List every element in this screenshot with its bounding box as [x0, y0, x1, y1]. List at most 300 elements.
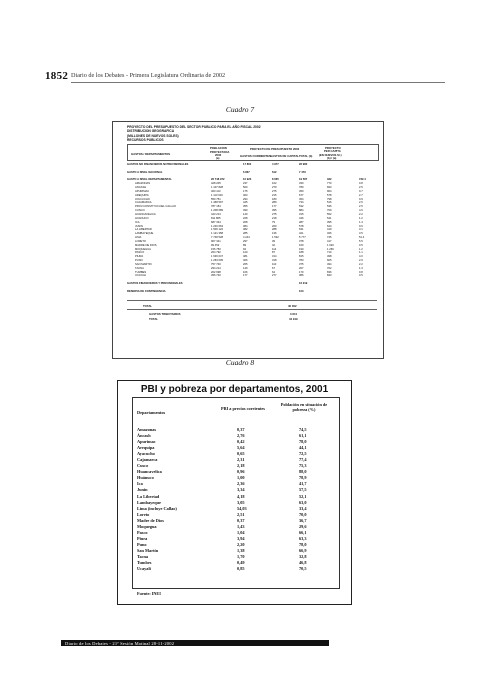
row-pbi: 2,51 — [237, 511, 245, 517]
row-poverty: 70,5 — [299, 566, 307, 572]
row-department: HUANCAVELICA — [135, 212, 156, 216]
row-population: 1 107 828 — [211, 186, 223, 190]
row-capital: 42 — [272, 243, 275, 247]
col-poblacion: POBLACION — [210, 146, 227, 150]
row-share: 5.5 — [359, 239, 363, 243]
row-department: Lambayeque — [137, 499, 161, 505]
row-pbi: 1,04 — [237, 529, 245, 535]
row-current: 208 — [243, 220, 248, 224]
row-total: 815 — [299, 255, 304, 259]
row-department: Arequipa — [137, 445, 155, 451]
row-percapita: 836 — [327, 270, 332, 274]
row-capital: 275 — [272, 189, 277, 193]
row-department: Cajamarca — [137, 457, 158, 463]
row-current: 445 — [243, 201, 248, 205]
row-pbi: 2,18 — [237, 463, 245, 469]
row-capital: 39 — [272, 239, 275, 243]
row-poverty: 66,9 — [299, 547, 307, 553]
row-total: 450 — [299, 189, 304, 193]
row-department: PUNO — [135, 259, 143, 263]
row-poverty: 61,1 — [299, 433, 307, 439]
row-population: 1 263 005 — [211, 259, 223, 263]
row-department: GASTO A NIVEL NACIONAL — [127, 170, 163, 174]
row-population: 264 792 — [211, 251, 221, 255]
row-share: 51.4 — [359, 236, 365, 240]
row-percapita: 1 020 — [327, 243, 334, 247]
row-current: 4 244 — [243, 236, 250, 240]
table-row — [133, 566, 339, 572]
row-total: 26 980 — [299, 163, 308, 166]
row-capital: 79 — [272, 220, 275, 224]
col-gastos: GASTOS / DEPARTAMENTOS — [131, 152, 171, 156]
row-pbi: 2,36 — [237, 481, 245, 487]
row-poverty: 63,0 — [299, 499, 307, 505]
row-department: MOQUEGUA — [135, 247, 151, 251]
row-department: Pasco — [137, 529, 148, 535]
row-department: Piura — [137, 535, 148, 541]
row-share: 2.6 — [359, 201, 363, 205]
row-population: 757 740 — [211, 262, 221, 266]
row-percapita: 541 — [327, 216, 332, 220]
row-percapita: 552 — [327, 212, 332, 216]
cuadro8-title: PBI y pobreza por departamentos, 2001 — [140, 384, 329, 395]
row-pbi: 54,03 — [237, 505, 247, 511]
row-percapita: 709 — [327, 209, 332, 213]
row-percapita: 693 — [327, 186, 332, 190]
row-population: 26 748 972 — [211, 178, 225, 182]
row-department: Loreto — [137, 511, 150, 517]
row-capital: 110 — [272, 262, 277, 266]
row-share: 2.5 — [359, 186, 363, 190]
row-total: 170 — [299, 270, 304, 274]
row-department: Madre de Dios — [137, 517, 164, 523]
row-capital: 260 — [272, 224, 277, 228]
row-capital: 612 — [272, 170, 277, 174]
row-total: 454 — [299, 197, 304, 201]
row-share: 0.8 — [359, 270, 363, 274]
cuadro7-heading-line: PROYECTO DEL PRESUPUESTO DEL SECTOR PUBLICO PARA EL AÑO FISCAL 2002 — [127, 125, 261, 129]
row-percapita: 498 — [327, 255, 332, 259]
cuadro7-heading-line: RECURSOS PUBLICOS — [127, 137, 164, 142]
row-percapita: 644 — [327, 224, 332, 228]
row-population: 1 636 047 — [211, 255, 223, 259]
row-current: 106 — [243, 270, 248, 274]
row-pbi: 0,37 — [237, 517, 245, 523]
row-department: LORETO — [135, 239, 147, 243]
row-percapita: 326 — [327, 232, 332, 236]
cuadro7-rows — [127, 163, 377, 294]
col-percapita: PROYECTO — [325, 145, 341, 150]
row-department: TUMBES — [135, 270, 147, 274]
row-total: 103 — [299, 289, 304, 293]
row-percapita: 417 — [327, 239, 332, 243]
footer-text: Diario de los Debates - 21ª Sesión Matinal 28-11-2002 — [65, 640, 175, 646]
row-share: 0.5 — [359, 243, 363, 247]
row-total: 780 — [299, 186, 304, 190]
row-percapita: 332 — [327, 178, 332, 182]
row-total: 378 — [299, 239, 304, 243]
row-pbi: 0,49 — [237, 560, 245, 566]
cuadro8-caption: Cuadro 8 — [225, 358, 255, 367]
col-capital: GASTOS DE CAPITAL — [270, 154, 300, 158]
row-current: 175 — [243, 189, 248, 193]
row-poverty: 29,6 — [299, 523, 307, 529]
page-number: 1852 — [45, 70, 69, 82]
row-capital: 275 — [272, 212, 277, 216]
row-population: 811 865 — [211, 216, 221, 220]
row-total: 287 — [299, 220, 304, 224]
row-total: 190 — [299, 247, 304, 251]
row-poverty: 52,1 — [299, 493, 307, 499]
cuadro8-source: Fuente: INEI — [137, 591, 161, 596]
row-pbi: 0,42 — [237, 439, 245, 445]
row-current: 6 867 — [243, 170, 250, 174]
row-share: 2.7 — [359, 193, 363, 197]
row-department: LA LIBERTAD — [135, 228, 152, 232]
row-poverty: 88,0 — [299, 469, 307, 475]
row-poverty: 36,7 — [299, 517, 307, 523]
row-capital: 1 532 — [272, 236, 279, 240]
row-capital: 279 — [272, 186, 277, 190]
row-pbi: 3,34 — [237, 487, 245, 493]
row-share: 1.3 — [359, 266, 363, 270]
row-pbi: 0,37 — [237, 427, 245, 432]
row-share: 3.5 — [359, 232, 363, 236]
row-population: 1 121 358 — [211, 232, 223, 236]
row-department: ANCASH — [135, 186, 147, 190]
row-current: 265 — [243, 262, 248, 266]
row-poverty: 44,1 — [299, 445, 307, 451]
row-department: UCAYALI — [135, 274, 147, 278]
col-percapita-2: PER CAPITA — [324, 149, 341, 153]
row-capital: 218 — [272, 216, 277, 220]
cuadro7-total-label: TOTAL — [143, 304, 153, 308]
row-department: CAJAMARCA — [135, 201, 152, 205]
col-poblacion-2: PROYECTADA — [210, 149, 230, 154]
row-department: Ucayali — [137, 566, 151, 572]
row-total: 375 — [299, 262, 304, 266]
row-pbi: 0,65 — [237, 451, 245, 457]
row-share: 2.9 — [359, 259, 363, 263]
row-percapita: 798 — [327, 197, 332, 201]
row-capital: 215 — [272, 193, 277, 197]
row-department: MADRE DE DIOS — [135, 243, 157, 247]
row-pbi: 0,96 — [237, 469, 245, 475]
row-share: 1.1 — [359, 251, 363, 255]
row-current: 355 — [243, 205, 248, 209]
row-total: 5 777 — [299, 236, 306, 240]
row-capital: 314 — [272, 255, 277, 259]
row-total: 188 — [299, 251, 304, 255]
col-departamentos: Departamentos — [137, 410, 166, 415]
row-department: Ayacucho — [137, 451, 155, 457]
cuadro7-tributarios-value: 3 641 — [290, 312, 297, 316]
row-poverty: 32,8 — [299, 553, 307, 559]
row-pbi: 4,18 — [237, 493, 245, 499]
row-share: 2.2 — [359, 262, 363, 266]
row-current: 89 — [243, 243, 246, 247]
row-current: 384 — [243, 224, 248, 228]
row-percapita: 1 266 — [327, 247, 334, 251]
row-department: GASTOS FINANCIEROS Y PREVISIONALES — [127, 282, 183, 286]
row-department: Puno — [137, 541, 147, 547]
row-share: 4.0 — [359, 209, 363, 213]
row-capital: 318 — [272, 259, 277, 263]
row-poverty: 78,9 — [299, 475, 307, 481]
row-department: Huánuco — [137, 475, 154, 481]
col-total: TOTAL (b) — [299, 154, 313, 158]
table-row — [127, 290, 377, 294]
row-share: 0.6 — [359, 224, 363, 228]
row-capital: 64 — [272, 270, 275, 274]
row-poverty: 78,0 — [299, 439, 307, 445]
row-department: Tacna — [137, 553, 149, 559]
row-share: 3.1 — [359, 228, 363, 232]
row-total: 884 — [299, 209, 304, 213]
row-pbi: 3,94 — [237, 535, 245, 541]
row-department: RESERVA DE CONTINGENCIA — [127, 289, 166, 293]
row-capital: 114 — [272, 247, 277, 251]
col-percapita-4: (b) / (a) — [327, 156, 337, 160]
row-percapita: 964 — [327, 189, 332, 193]
row-capital: 177 — [272, 205, 277, 209]
row-current: 285 — [243, 232, 248, 236]
row-department: Moquegua — [137, 523, 157, 529]
cuadro7-tributarios-label: GASTOS TRIBUTARIOS — [149, 312, 181, 316]
row-capital: 277 — [272, 274, 277, 278]
cuadro8-rows — [133, 427, 339, 572]
row-total: 160 — [299, 243, 304, 247]
row-department: Cusco — [137, 463, 149, 469]
row-department: AYACUCHO — [135, 197, 150, 201]
cuadro7-heading — [127, 125, 261, 142]
row-population: 1 113 916 — [211, 193, 223, 197]
row-population: 99 452 — [211, 243, 220, 247]
row-current: 140 — [243, 212, 248, 216]
row-percapita: 578 — [327, 193, 332, 197]
row-population: 687 334 — [211, 220, 221, 224]
row-current: 149 — [243, 266, 248, 270]
row-total: 7 479 — [299, 170, 306, 174]
row-department: SAN MARTIN — [135, 262, 152, 266]
row-total: 386 — [299, 274, 304, 278]
row-department: Huancavelica — [137, 469, 162, 475]
row-poverty: 75,3 — [299, 463, 307, 469]
row-department: San Martín — [137, 547, 159, 553]
cuadro7-heading-line: (MILLONES DE NUEVOS SOLES) — [127, 133, 179, 138]
row-population: 202 698 — [211, 270, 221, 274]
row-percapita: 710 — [327, 251, 332, 255]
row-total: 315 — [299, 212, 304, 216]
row-department: Tumbes — [137, 560, 152, 566]
row-percapita: 770 — [327, 182, 332, 186]
row-percapita: 745 — [327, 236, 332, 240]
row-population: 907 341 — [211, 239, 221, 243]
row-total: 783 — [299, 259, 304, 263]
row-department: HUANUCO — [135, 216, 149, 220]
cuadro7-heading-line: DISTRIBUCION GEOGRAFICA — [127, 129, 175, 134]
row-department: Apurímac — [137, 439, 156, 445]
row-current: 463 — [243, 193, 248, 197]
cuadro7-column-header — [127, 144, 379, 161]
row-percapita: 419 — [327, 228, 332, 232]
row-percapita: 702 — [327, 266, 332, 270]
page-footer — [61, 640, 329, 646]
col-corrientes: GASTOS CORRIENTES — [240, 154, 271, 158]
row-poverty: 63,3 — [299, 535, 307, 541]
row-department: APURIMAC — [135, 189, 150, 193]
cuadro8-table — [117, 380, 352, 605]
row-population: 1 506 122 — [211, 228, 223, 232]
row-department: GASTOS NO FINANCIEROS NI PREVISIONALES — [127, 163, 189, 166]
row-department: CUSCO — [135, 209, 145, 213]
row-population: 443 213 — [211, 212, 221, 216]
row-total: 578 — [299, 224, 304, 228]
row-current: 94 — [243, 247, 246, 251]
row-current: 482 — [243, 228, 248, 232]
row-population: 7 748 528 — [211, 236, 223, 240]
row-population: 1 246 663 — [211, 224, 223, 228]
row-current: 237 — [243, 182, 248, 186]
row-percapita: 536 — [327, 205, 332, 209]
row-capital: 136 — [272, 232, 277, 236]
row-current: 294 — [243, 197, 248, 201]
row-total: 532 — [299, 205, 304, 209]
row-department: PIURA — [135, 255, 144, 259]
row-share: 1.4 — [359, 220, 363, 224]
row-pbi: 1,00 — [237, 475, 245, 481]
row-department: La Libertad — [137, 493, 160, 499]
cuadro7-total2-label: TOTAL — [149, 317, 159, 321]
row-department: AREQUIPA — [135, 193, 149, 197]
row-percapita: 605 — [327, 259, 332, 263]
row-share: 4.0 — [359, 255, 363, 259]
row-population: 1 468 597 — [211, 201, 223, 205]
row-current: 406 — [243, 259, 248, 263]
row-total: 446 — [299, 216, 304, 220]
row-poverty: 46,8 — [299, 560, 307, 566]
row-total: 631 — [299, 228, 304, 232]
row-population: 787 154 — [211, 205, 221, 209]
col-pbi: PBI a precios corrientes — [221, 406, 265, 411]
row-poverty: 72,5 — [299, 451, 307, 457]
row-poverty: 33,4 — [299, 505, 307, 511]
row-pbi: 2,76 — [237, 433, 245, 439]
row-poverty: 66,1 — [299, 529, 307, 535]
row-capital: 8 665 — [272, 178, 279, 182]
row-share: 0.5 — [359, 274, 363, 278]
row-capital: 289 — [272, 201, 277, 205]
row-department: JUNIN — [135, 224, 143, 228]
row-total: 16 219 — [299, 282, 308, 286]
row-population: 156 750 — [211, 247, 221, 251]
row-share: 732.4 — [359, 178, 366, 182]
row-poverty: 70,0 — [299, 511, 307, 517]
row-share: 0.8 — [359, 182, 363, 186]
row-poverty: 41,7 — [299, 481, 307, 487]
row-pbi: 0,85 — [237, 566, 245, 572]
row-total: 677 — [299, 193, 304, 197]
row-population: 456 740 — [211, 274, 221, 278]
col-poblacion-3: 2002 — [215, 153, 222, 157]
row-capital: 102 — [272, 182, 277, 186]
cuadro7-total-value: 40 002 — [288, 304, 297, 308]
row-pbi: 1,70 — [237, 553, 245, 559]
row-department: Ica — [137, 481, 143, 487]
row-capital: 180 — [272, 197, 277, 201]
row-share: 1.2 — [359, 216, 363, 220]
row-pbi: 2,20 — [237, 541, 245, 547]
row-share: 2.2 — [359, 212, 363, 216]
row-department: TACNA — [135, 266, 144, 270]
row-population: 428 205 — [211, 182, 221, 186]
page-header — [45, 70, 445, 84]
row-department: Amazonas — [137, 427, 157, 432]
row-department: GASTO A NIVEL DEPARTAMENTAL — [127, 178, 172, 182]
row-current: 120 — [243, 251, 248, 255]
col-pobreza: Población en situación de pobreza (%) — [280, 402, 328, 412]
row-total: 207 — [299, 266, 304, 270]
row-capital: 288 — [272, 228, 277, 232]
row-department: LAMBAYEQUE — [135, 232, 154, 236]
row-pbi: 1,38 — [237, 547, 245, 553]
row-percapita: 395 — [327, 220, 332, 224]
col-group-presupuesto: PROYECTO DE PRESUPUESTO 2002 — [250, 147, 300, 151]
row-total: 421 — [299, 232, 304, 236]
row-current: 177 — [243, 274, 248, 278]
cuadro8-box — [132, 397, 340, 589]
row-capital: 87 — [272, 251, 275, 255]
row-population: 1 208 689 — [211, 209, 223, 213]
col-poblacion-4: (a) — [216, 156, 220, 161]
row-pbi: 1,43 — [237, 523, 245, 529]
row-department: Áncash — [137, 433, 151, 439]
row-department: Junín — [137, 487, 148, 493]
row-poverty: 77,4 — [299, 457, 307, 463]
row-population: 294 214 — [211, 266, 221, 270]
row-percapita: 494 — [327, 262, 332, 266]
row-population: 550 751 — [211, 197, 221, 201]
row-share: 1.2 — [359, 247, 363, 251]
row-department: PROV.CONSTITUC.DEL CALLAO — [135, 205, 177, 209]
row-total: 330 — [299, 182, 304, 186]
row-current: 10 923 — [243, 178, 252, 182]
row-percapita: 843 — [327, 274, 332, 278]
row-department: LIMA — [135, 236, 142, 240]
running-header: Diario de los Debates - Primera Legislatura Ordinaria de 2002 — [71, 72, 226, 79]
cuadro7-total-rule-2 — [127, 309, 377, 310]
row-pbi: 2,31 — [237, 457, 245, 463]
row-percapita: 516 — [327, 201, 332, 205]
row-department: Lima (incluye Callao) — [137, 505, 177, 511]
row-current: 297 — [243, 239, 248, 243]
row-current: 481 — [243, 255, 248, 259]
row-current: 228 — [243, 216, 248, 220]
row-total: 19 587 — [299, 178, 308, 182]
cuadro7-caption: Cuadro 7 — [225, 105, 255, 114]
row-share: 0.7 — [359, 189, 363, 193]
cuadro7-total2-value: 44 919 — [289, 317, 298, 321]
row-poverty: 78,0 — [299, 541, 307, 547]
row-share: 0.9 — [359, 197, 363, 201]
row-department: AMAZONAS — [135, 182, 151, 186]
row-share: 2.5 — [359, 205, 363, 209]
row-department: PASCO — [135, 251, 145, 255]
row-pbi: 3,05 — [237, 499, 245, 505]
cuadro7-total-rule — [127, 300, 377, 301]
row-pbi: 5,64 — [237, 445, 245, 451]
col-percapita-3: (EN NUEVOS S/.) — [319, 152, 342, 157]
